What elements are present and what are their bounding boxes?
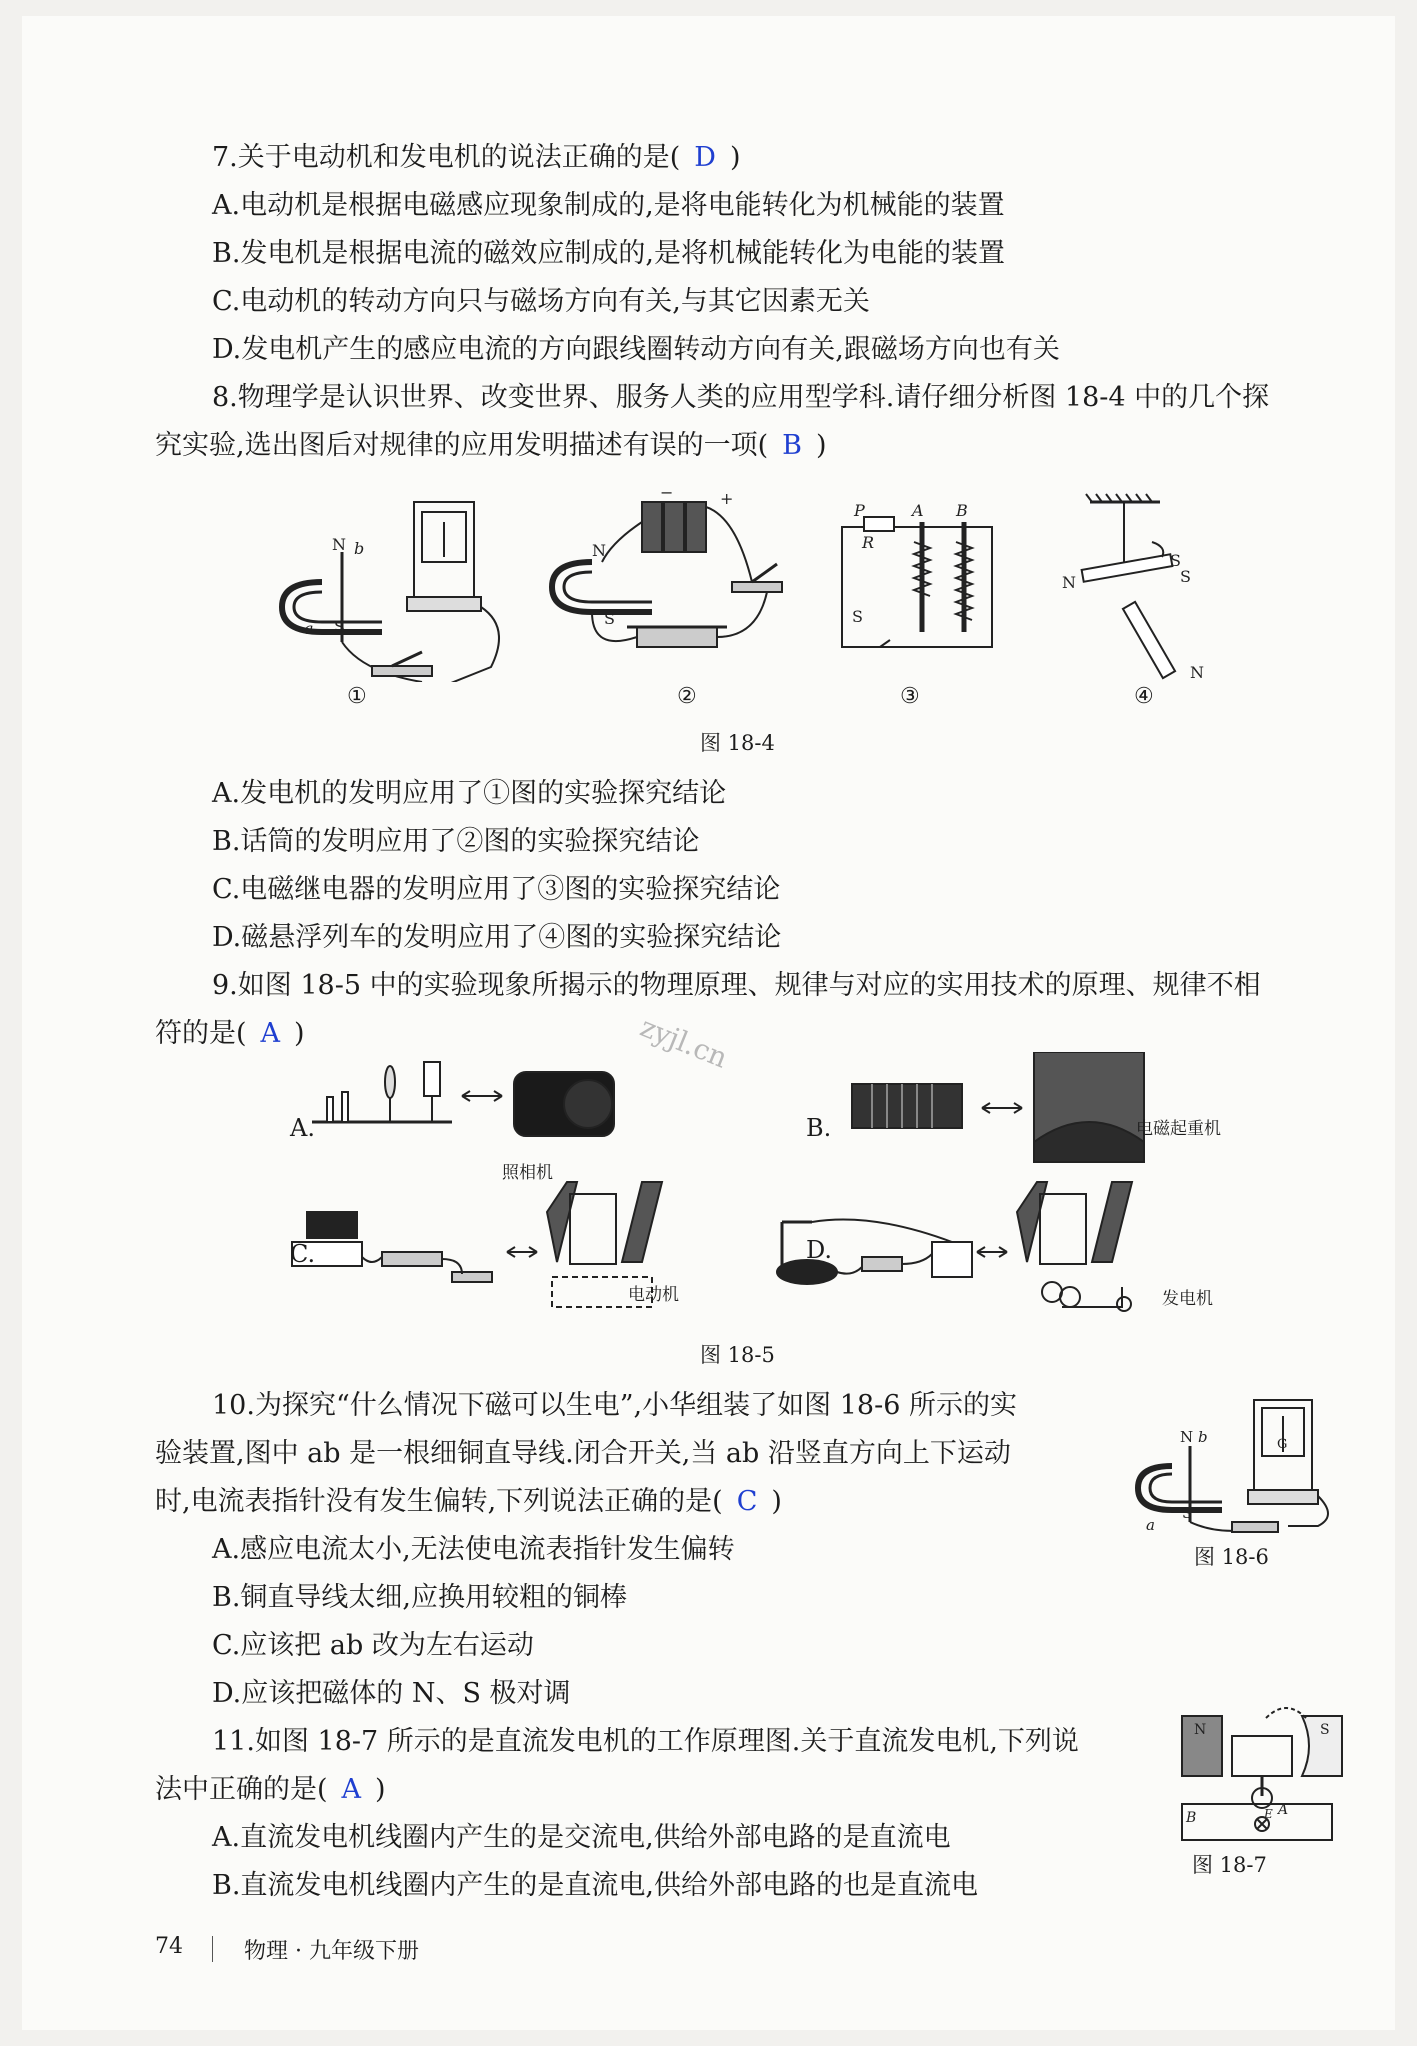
fig18-7-caption: 图 18-7: [1192, 1853, 1267, 1877]
q7-option-c: C.电动机的转动方向只与磁场方向有关,与其它因素无关: [212, 286, 870, 317]
q11-answer: A: [341, 1774, 362, 1805]
q7-stem-text: 7.关于电动机和发电机的说法正确的是(: [212, 142, 681, 173]
fig18-4-num-1: ①: [347, 684, 367, 709]
fig18-5-label-camera: 照相机: [502, 1163, 553, 1183]
svg-text:S: S: [1320, 1722, 1330, 1738]
q10-stem-close: ): [771, 1486, 782, 1517]
svg-text:b: b: [354, 539, 365, 558]
fig18-5-letter-d: D.: [806, 1236, 833, 1264]
fig18-5-caption: 图 18-5: [700, 1343, 775, 1367]
q8-option-a: A.发电机的发明应用了①图的实验探究结论: [212, 778, 727, 809]
q10-stem-text: 时,电流表指针没有发生偏转,下列说法正确的是(: [155, 1486, 723, 1517]
svg-text:N: N: [1062, 573, 1076, 592]
svg-text:R: R: [862, 533, 875, 552]
svg-text:N: N: [1194, 1722, 1207, 1738]
figure-18-6: [1132, 1396, 1352, 1536]
figure-18-5: [262, 1052, 1192, 1332]
svg-text:S: S: [852, 607, 863, 626]
q8-stem-close: ): [815, 430, 827, 461]
q8-option-b: B.话筒的发明应用了②图的实验探究结论: [212, 826, 700, 857]
fig18-5-letter-c: C.: [290, 1240, 316, 1268]
svg-text:G: G: [1277, 1437, 1288, 1452]
svg-text:A: A: [1278, 1802, 1289, 1818]
svg-text:N: N: [1180, 1428, 1194, 1446]
svg-text:P: P: [854, 501, 865, 520]
svg-text:S: S: [604, 609, 615, 628]
q10-stem-line1: 10.为探究“什么情况下磁可以生电”,小华组装了如图 18-6 所示的实: [212, 1390, 1017, 1421]
q10-stem-line2: 验装置,图中 ab 是一根细铜直导线.闭合开关,当 ab 沿竖直方向上下运动: [155, 1438, 1011, 1469]
q7-option-a: A.电动机是根据电磁感应现象制成的,是将电能转化为机械能的装置: [212, 190, 1005, 221]
q10-option-c: C.应该把 ab 改为左右运动: [212, 1630, 534, 1661]
q11-stem-line2: [155, 1772, 386, 1808]
page: [22, 16, 1395, 2030]
q7-answer: D: [694, 142, 716, 173]
q7-option-b: B.发电机是根据电流的磁效应制成的,是将机械能转化为电能的装置: [212, 238, 1006, 269]
q8-option-d: D.磁悬浮列车的发明应用了④图的实验探究结论: [212, 922, 782, 953]
q8-answer: B: [782, 430, 802, 461]
q10-option-b: B.铜直导线太细,应换用较粗的铜棒: [212, 1582, 628, 1613]
svg-text:S: S: [1182, 1504, 1193, 1522]
svg-text:+: +: [720, 489, 734, 508]
svg-text:S: S: [1180, 567, 1191, 586]
q10-answer: C: [736, 1486, 758, 1517]
fig18-4-num-3: ③: [900, 684, 920, 709]
figure-18-7: [1172, 1696, 1352, 1846]
q11-option-a: A.直流发电机线圈内产生的是交流电,供给外部电路的是直流电: [212, 1822, 951, 1853]
q10-option-d: D.应该把磁体的 N、S 极对调: [212, 1678, 571, 1709]
q11-stem-close: ): [375, 1774, 386, 1805]
figure-18-4: [262, 482, 1262, 682]
fig18-4-num-2: ②: [677, 684, 697, 709]
q11-stem-text: 法中正确的是(: [155, 1774, 328, 1805]
svg-text:N: N: [592, 541, 606, 560]
q9-answer: A: [260, 1018, 281, 1049]
svg-text:a: a: [304, 619, 314, 638]
svg-text:E: E: [1264, 1807, 1273, 1821]
svg-text:B: B: [956, 501, 968, 520]
q9-stem-close: ): [294, 1018, 305, 1049]
fig18-5-label-generator: 发电机: [1162, 1289, 1213, 1309]
q7-option-d: D.发电机产生的感应电流的方向跟线圈转动方向有关,跟磁场方向也有关: [212, 334, 1060, 365]
svg-text:A: A: [912, 501, 924, 520]
svg-text:a: a: [1146, 1516, 1155, 1534]
fig18-4-num-4: ④: [1134, 684, 1154, 709]
svg-text:S: S: [1170, 551, 1181, 570]
fig18-5-label-crane: 电磁起重机: [1136, 1119, 1221, 1139]
fig18-4-caption: 图 18-4: [700, 731, 775, 755]
fig18-5-letter-b: B.: [806, 1114, 832, 1142]
svg-text:N: N: [332, 535, 346, 554]
svg-text:N: N: [1190, 663, 1204, 682]
q8-stem-line1: 8.物理学是认识世界、改变世界、服务人类的应用型学科.请仔细分析图 18-4 中的几个探: [212, 382, 1270, 413]
svg-text:S: S: [334, 617, 345, 636]
q9-stem-text: 符的是(: [155, 1018, 247, 1049]
q9-stem-line2: [155, 1016, 305, 1052]
watermark: zyjl.cn: [635, 1010, 733, 1075]
q8-option-c: C.电磁继电器的发明应用了③图的实验探究结论: [212, 874, 781, 905]
fig18-6-caption: 图 18-6: [1194, 1545, 1269, 1569]
q8-stem-text: 究实验,选出图后对规律的应用发明描述有误的一项(: [155, 430, 769, 461]
book-title: 物理 · 九年级下册: [244, 1939, 419, 1964]
q11-option-b: B.直流发电机线圈内产生的是直流电,供给外部电路的也是直流电: [212, 1870, 979, 1901]
page-number: 74: [155, 1934, 183, 1959]
q7-stem: [212, 140, 741, 176]
q9-stem-line1: 9.如图 18-5 中的实验现象所揭示的物理原理、规律与对应的实用技术的原理、规律不相: [212, 970, 1261, 1001]
fig18-5-letter-a: A.: [290, 1114, 315, 1142]
q10-stem-line3: [155, 1484, 782, 1520]
fig18-5-label-motor: 电动机: [628, 1285, 679, 1305]
q10-option-a: A.感应电流太小,无法使电流表指针发生偏转: [212, 1534, 735, 1565]
footer-divider: [212, 1936, 213, 1962]
q7-stem-close: ): [729, 142, 741, 173]
svg-text:B: B: [1186, 1810, 1197, 1826]
svg-text:b: b: [1198, 1428, 1208, 1446]
q11-stem-line1: 11.如图 18-7 所示的是直流发电机的工作原理图.关于直流发电机,下列说: [212, 1726, 1079, 1757]
svg-text:−: −: [660, 483, 674, 502]
q8-stem-line2: [155, 428, 827, 464]
